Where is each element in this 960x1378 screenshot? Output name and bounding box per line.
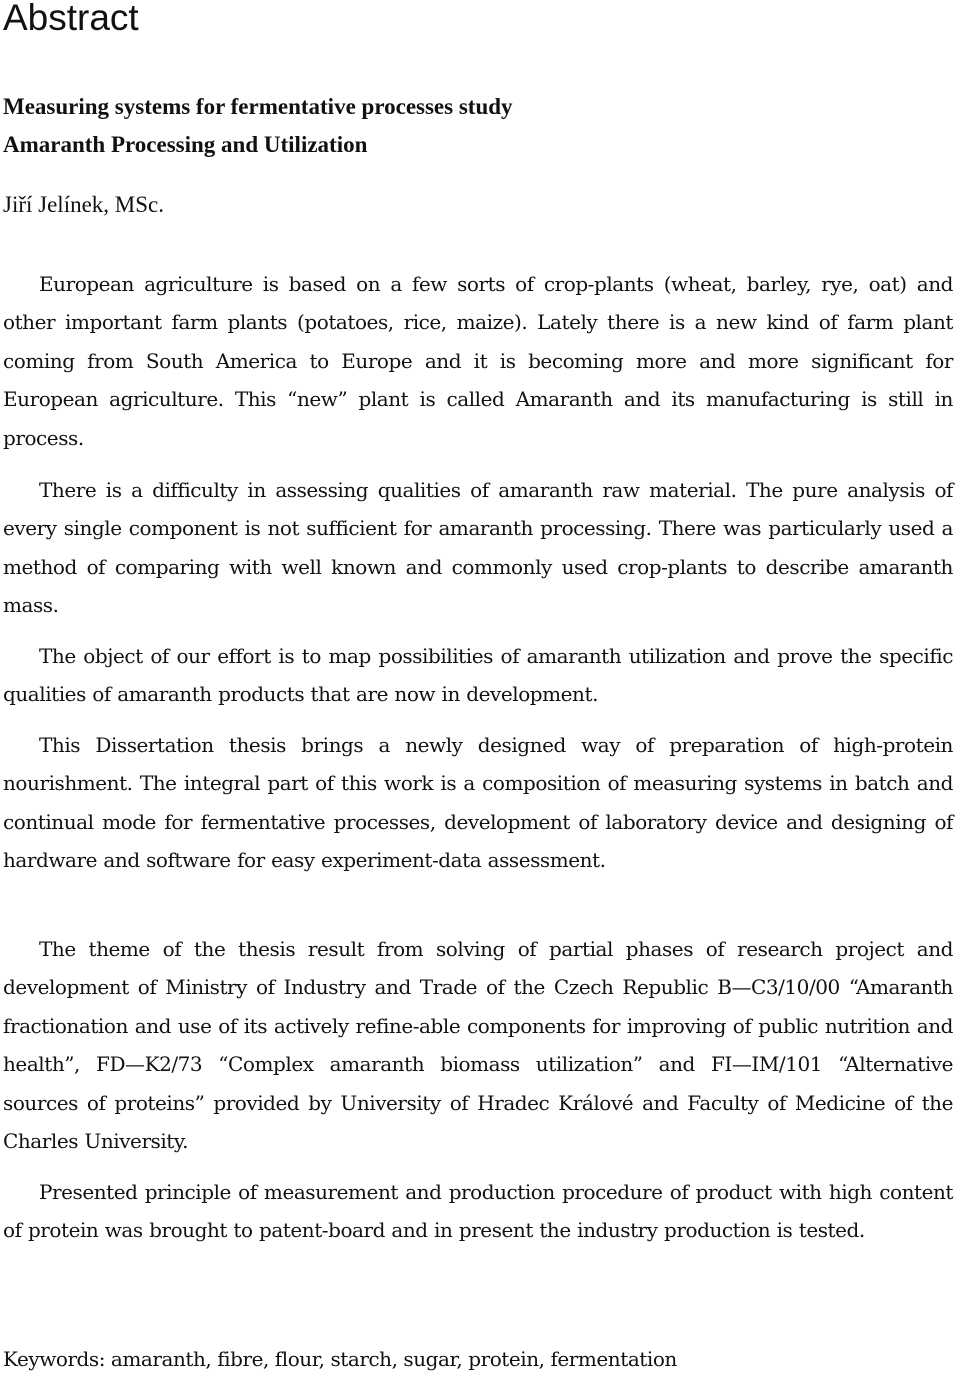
paragraph <box>3 471 953 625</box>
paragraph <box>3 930 953 1160</box>
keywords-line: Keywords: amaranth, fibre, flour, starch, sugar, protein, fermentation <box>3 1347 677 1371</box>
title-line-1: Measuring systems for fermentative processes study <box>3 94 513 119</box>
paragraph <box>3 1173 953 1250</box>
paragraph-text: There is a difficulty in assessing qualities of amaranth raw material. The pure analysis of every single component is not sufficient for amaranth processing. There was particularly used a method of comparing with well known and commonly used crop-plants to describe amaranth mass. <box>3 478 953 618</box>
title-line-2: Amaranth Processing and Utilization <box>3 132 368 157</box>
paragraph-text: The theme of the thesis result from solving of partial phases of research project and development of Ministry of Industry and Trade of the Czech Republic B—C3/10/00 “Amaranth fractionation and use of its actively refine-able components for improving of public nutrition and health”, FD—K2/73 “Complex amaranth biomass utilization” and FI—IM/101 “Alternative sources of proteins” provided by University of Hradec Králové and Faculty of Medicine of the Charles University. <box>3 937 953 1154</box>
paragraph <box>3 637 953 714</box>
paragraph-text: The object of our effort is to map possibilities of amaranth utilization and prove the specific qualities of amaranth products that are now in development. <box>3 644 953 707</box>
paragraph-text: European agriculture is based on a few sorts of crop-plants (wheat, barley, rye, oat) and other important farm plants (potatoes, rice, maize). Lately there is a new kind of farm plant coming from South America to Europe and it is becoming more and more significant for European agriculture. This “new” plant is called Amaranth and its manufacturing is still in process. <box>3 272 953 450</box>
page-heading: Abstract <box>3 0 139 38</box>
paragraph <box>3 265 953 457</box>
author-name: Jiří Jelínek, MSc. <box>3 192 164 217</box>
paragraph <box>3 726 953 880</box>
paragraph-text: Presented principle of measurement and production procedure of product with high content of protein was brought to patent-board and in present the industry production is tested. <box>3 1180 953 1243</box>
paragraph-text: This Dissertation thesis brings a newly designed way of preparation of high-protein nourishment. The integral part of this work is a composition of measuring systems in batch and continual mode for fermentative processes, development of laboratory device and designing of hardware and software for easy experiment-data assessment. <box>3 733 953 873</box>
title-block <box>3 88 513 164</box>
